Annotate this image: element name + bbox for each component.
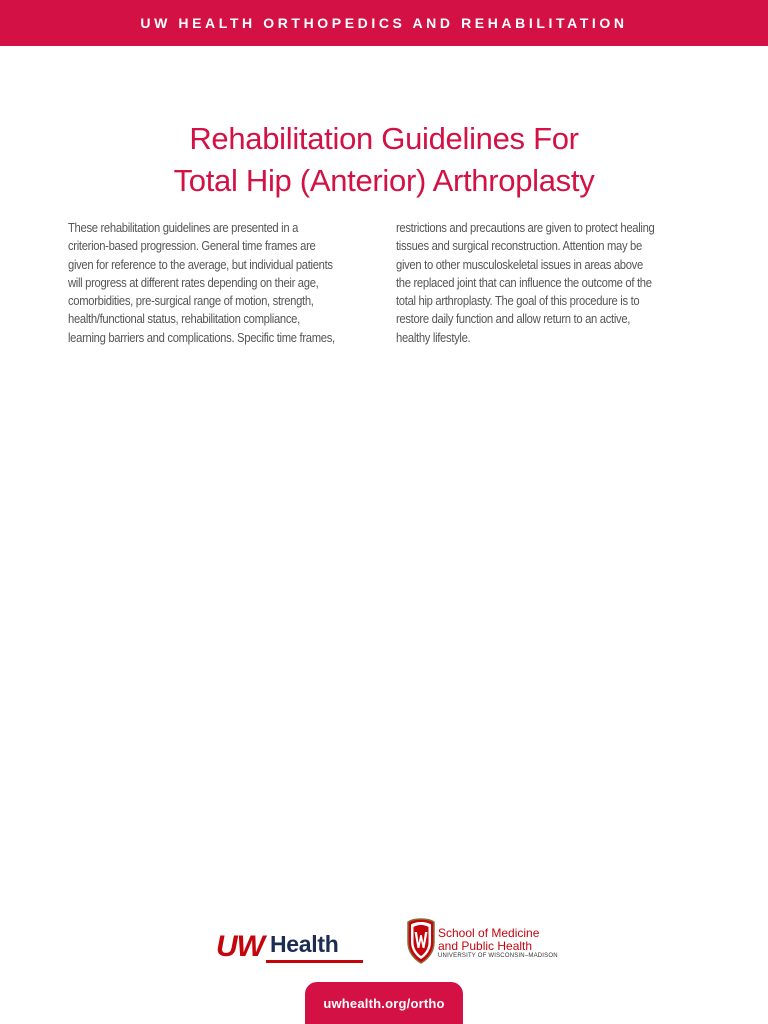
banner-text: UW HEALTH ORTHOPEDICS AND REHABILITATION bbox=[140, 15, 628, 31]
body-line: health/functional status, rehabilitation compliance, bbox=[68, 312, 300, 327]
school-of-medicine-name bbox=[438, 927, 539, 953]
uw-logo-health-word: Health bbox=[270, 931, 339, 957]
body-line: the replaced joint that can influence the outcome of the bbox=[396, 275, 652, 290]
uw-logo-underline bbox=[266, 960, 363, 963]
footer-url-link[interactable]: uwhealth.org/ortho bbox=[323, 995, 445, 1011]
body-line: restore daily function and allow return to an active, bbox=[396, 312, 631, 327]
uw-crest-icon bbox=[406, 918, 436, 964]
body-line: comorbidities, pre-surgical range of motion, strength, bbox=[68, 294, 314, 309]
page-title bbox=[0, 118, 768, 202]
university-name: UNIVERSITY OF WISCONSIN–MADISON bbox=[438, 953, 558, 959]
uw-health-logo bbox=[216, 930, 366, 966]
body-line: total hip arthroplasty. The goal of this procedure is to bbox=[396, 294, 640, 309]
intro-right-column bbox=[396, 219, 693, 347]
body-line: These rehabilitation guidelines are presented in a bbox=[68, 221, 299, 235]
body-line: restrictions and precautions are given to protect healing bbox=[396, 221, 655, 235]
body-line: will progress at different rates depending on their age, bbox=[68, 275, 319, 290]
body-line: healthy lifestyle. bbox=[396, 330, 471, 345]
body-line: given for reference to the average, but individual patients bbox=[68, 257, 333, 272]
top-banner bbox=[0, 0, 768, 46]
body-line: tissues and surgical reconstruction. Attention may be bbox=[396, 239, 642, 254]
body-line: criterion-based progression. General time frames are bbox=[68, 239, 316, 254]
title-line-1: Rehabilitation Guidelines For bbox=[189, 121, 579, 156]
school-name-line-2: and Public Health bbox=[438, 939, 533, 953]
title-line-2: Total Hip (Anterior) Arthroplasty bbox=[173, 163, 595, 198]
intro-left-column bbox=[68, 219, 365, 347]
body-line: given to other musculoskeletal issues in areas above bbox=[396, 257, 643, 272]
school-of-medicine-logo bbox=[406, 918, 576, 968]
footer-url-tab[interactable] bbox=[305, 982, 463, 1024]
body-line: learning barriers and complications. Specific time frames, bbox=[68, 330, 335, 345]
school-name-line-1: School of Medicine bbox=[438, 926, 540, 940]
uw-logo-mark: UW bbox=[216, 930, 264, 963]
